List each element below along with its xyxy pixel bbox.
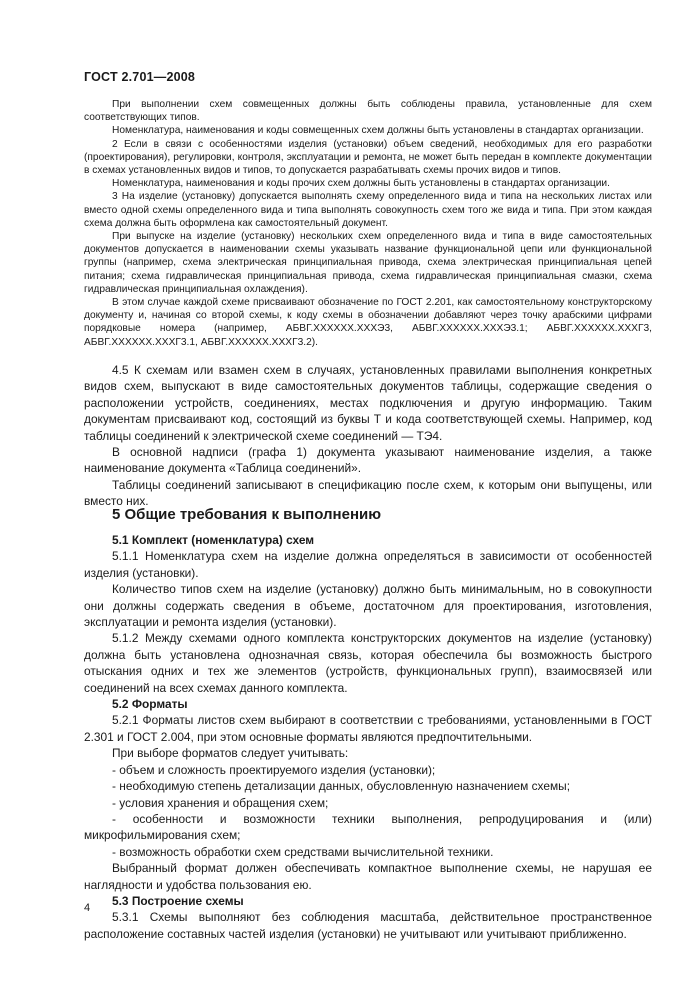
- note-paragraph: 2 Если в связи с особенностями изделия (установки) объем сведений, необходимых для его разработки (проектирования), регулировки, контроля, эксплуатации и ремонта, не может быть передан в комплекте документации в схемах установленных видов и типов, то допускается разрабатывать схемы прочих видов и типов.: [84, 138, 652, 177]
- body-paragraph: 5.3.1 Схемы выполняют без соблюдения масштаба, действительное пространственное расположение составных частей изделия (установки) не учитывают или учитывают приближенно.: [84, 910, 652, 941]
- page-number: 4: [84, 902, 91, 914]
- list-item: - необходимую степень детализации данных, обусловленную назначением схемы;: [112, 779, 571, 794]
- list-item: - объем и сложность проектируемого изделия (установки);: [112, 762, 436, 777]
- note-paragraph: Номенклатура, наименования и коды совмещенных схем должны быть установлены в стандартах организации.: [112, 125, 644, 137]
- note-block: [84, 98, 652, 349]
- section-5-body: [84, 532, 652, 942]
- list-item: - возможность обработки схем средствами вычислительной техники.: [112, 844, 494, 859]
- page-header-title: ГОСТ 2.701—2008: [84, 70, 196, 84]
- body-paragraph: 5.1.1 Номенклатура схем на изделие должна определяться в зависимости от особенностей изделия (установки).: [84, 549, 652, 580]
- body-paragraph: В основной надписи (графа 1) документа указывают наименование изделия, а также наименование документа «Таблица соединений».: [84, 445, 652, 476]
- note-paragraph: Номенклатура, наименования и коды прочих схем должны быть установлены в стандартах организации.: [112, 178, 610, 190]
- note-paragraph: При выпуске на изделие (установку) нескольких схем определенного вида и типа в виде самостоятельных документов допускается в наименовании схемы указывать название функциональной цепи или функциональной группы (например, схема электрическая принципиальная привода, схема электрическая принципиальная цепей питания; схема гидравлическая принципиальная привода, схема гидравлическая принципиальная смазки, схема гидравлическая принципиальная охлаждения).: [84, 231, 652, 295]
- note-paragraph: 3 На изделие (установку) допускается выполнять схему определенного вида и типа на нескольких листах или вместо одной схемы определенного вида и типа выполнять совокупность схем того же вида и типа. При этом каждая схема должна быть оформлена как самостоятельный документ.: [84, 191, 652, 229]
- body-paragraph: 5.1.2 Между схемами одного комплекта конструкторских документов на изделие (установку) должна быть установлена однозначная связь, которая обеспечила бы возможность быстрого отыскания одних и тех же элементов (устройств, функциональных групп), взаимосвязей или соединений на всех схемах данного комплекта.: [84, 631, 652, 695]
- subsection-heading: 5.3 Построение схемы: [112, 893, 244, 908]
- list-item: - условия хранения и обращения схем;: [112, 795, 329, 810]
- list-intro: При выборе форматов следует учитывать:: [112, 746, 349, 761]
- body-paragraph: Выбранный формат должен обеспечивать компактное выполнение схемы, не нарушая ее наглядности и удобства пользования ею.: [84, 861, 652, 892]
- section-heading: 5 Общие требования к выполнению: [112, 506, 382, 523]
- body-paragraph: 4.5 К схемам или взамен схем в случаях, установленных правилами выполнения конкретных видов схем, выпускают в виде самостоятельных документов таблицы, содержащие сведения о расположении устройств, соединениях, местах подключения и другую информацию. Таким документам присваивают код, состоящий из буквы Т и кода соответствующей схемы. Например, код таблицы соединений к электрической схеме соединений — ТЭ4.: [84, 363, 652, 443]
- subsection-heading: 5.1 Комплект (номенклатура) схем: [112, 533, 315, 547]
- list-item: - особенности и возможности техники выполнения, репродуцирования и (или) микрофильмирования схем;: [84, 811, 652, 843]
- body-paragraph: Таблицы соединений записывают в спецификацию после схем, к которым они выпущены, или вместо них.: [84, 477, 652, 509]
- body-paragraph: Количество типов схем на изделие (установку) должно быть минимальным, но в совокупности они должны содержать сведения в объеме, достаточном для проектирования, изготовления, эксплуатации и ремонта изделия (установки).: [84, 582, 652, 630]
- subsection-heading: 5.2 Форматы: [112, 697, 188, 712]
- clause-4-5-block: [84, 362, 652, 510]
- note-paragraph: При выполнении схем совмещенных должны быть соблюдены правила, установленные для схем соответствующих типов.: [84, 99, 652, 124]
- body-paragraph: 5.2.1 Форматы листов схем выбирают в соответствии с требованиями, установленными в ГОСТ 2.301 и ГОСТ 2.004, при этом основные форматы являются предпочтительными.: [84, 713, 652, 744]
- note-paragraph: В этом случае каждой схеме присваивают обозначение по ГОСТ 2.201, как самостоятельному конструкторскому документу и, начиная со второй схемы, к коду схемы в обозначении добавляют через точку арабскими цифрами порядковые номера (например, АБВГ.XXXXXX.XXXЭ3, АБВГ.XXXXXX.XXXЭ3.1; АБВГ.XXXXXX.XXXГ3, АБВГ.XXXXXX.XXXГ3.1, АБВГ.XXXXXX.XXXГ3.2).: [84, 297, 652, 348]
